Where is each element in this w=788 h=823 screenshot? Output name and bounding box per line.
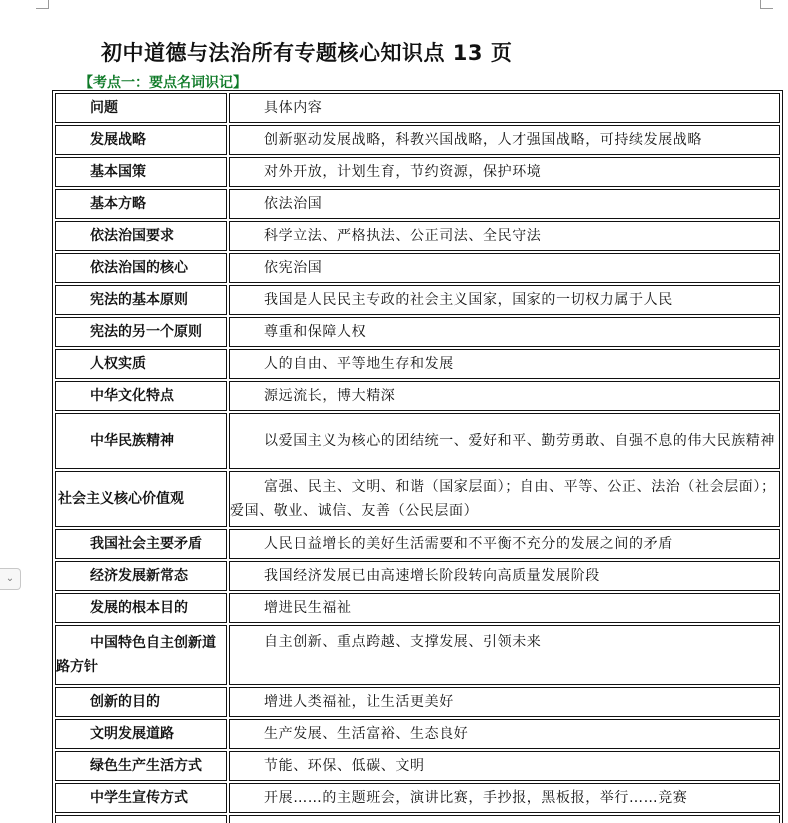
question-cell: 基本国策 [55,157,227,187]
table-row [55,593,780,623]
answer-cell: 增进民生福祉 [229,593,780,623]
question-cell: 基本方略 [55,189,227,219]
answer-cell: 对外开放，计划生育，节约资源，保护环境 [229,157,780,187]
question-cell: 中国特色自主创新道路方针 [55,625,227,685]
answer-cell: 科学立法、严格执法、公正司法、全民守法 [229,221,780,251]
table-row [55,125,780,155]
table-row [55,381,780,411]
answer-cell: 依法治国 [229,189,780,219]
table-row [55,317,780,347]
answer-cell: 我国是人民民主专政的社会主义国家，国家的一切权力属于人民 [229,285,780,315]
table-row [55,529,780,559]
table-header-answer: 具体内容 [229,93,780,123]
table-row [55,285,780,315]
question-cell: 文明发展道路 [55,719,227,749]
question-cell: 宪法的基本原则 [55,285,227,315]
answer-cell: 开展……的主题班会，演讲比赛，手抄报，黑板报，举行……竞赛 [229,783,780,813]
table-row [55,687,780,717]
answer-cell: 节能、环保、低碳、文明 [229,751,780,781]
table-row [55,157,780,187]
question-cell: 依法治国要求 [55,221,227,251]
question-cell: 发展的根本目的 [55,593,227,623]
answer-cell: 源远流长，博大精深 [229,381,780,411]
table-row [55,751,780,781]
answer-cell: 以爱国主义为核心的团结统一、爱好和平、勤劳勇敢、自强不息的伟大民族精神 [229,413,780,469]
knowledge-table-container [52,90,778,823]
question-cell-empty [55,815,227,823]
chevron-down-icon: ⌄ [5,573,15,584]
table-row [55,189,780,219]
table-row [55,783,780,813]
answer-cell: 依宪治国 [229,253,780,283]
question-cell: 经济发展新常态 [55,561,227,591]
answer-cell: 增进人类福祉，让生活更美好 [229,687,780,717]
answer-cell: 创新驱动发展战略，科教兴国战略，人才强国战略，可持续发展战略 [229,125,780,155]
table-row [55,471,780,527]
table-row [55,221,780,251]
answer-cell: 生产发展、生活富裕、生态良好 [229,719,780,749]
page-corner-mark-right [760,0,773,9]
question-cell: 中华民族精神 [55,413,227,469]
answer-cell: 人的自由、平等地生存和发展 [229,349,780,379]
knowledge-table [52,90,783,823]
question-cell: 创新的目的 [55,687,227,717]
question-cell: 社会主义核心价值观 [55,471,227,527]
table-row-partial [55,815,780,823]
answer-cell: 富强、民主、文明、和谐（国家层面）；自由、平等、公正、法治（社会层面）；爱国、敬业、诚信、友善（公民层面） [229,471,780,527]
question-cell: 我国社会主要矛盾 [55,529,227,559]
question-cell: 人权实质 [55,349,227,379]
answer-cell-empty [229,815,780,823]
question-cell: 宪法的另一个原则 [55,317,227,347]
section-heading: 【考点一：要点名词识记】 [79,75,247,91]
table-header-row [55,93,780,123]
table-row [55,349,780,379]
table-row [55,253,780,283]
question-cell: 发展战略 [55,125,227,155]
answer-cell: 自主创新、重点跨越、支撑发展、引领未来 [229,625,780,685]
page-corner-mark-left [36,0,49,9]
document-title: 初中道德与法治所有专题核心知识点 13 页 [101,41,513,65]
answer-cell: 我国经济发展已由高速增长阶段转向高质量发展阶段 [229,561,780,591]
table-row [55,561,780,591]
table-row [55,413,780,469]
answer-cell: 人民日益增长的美好生活需要和不平衡不充分的发展之间的矛盾 [229,529,780,559]
table-row [55,719,780,749]
side-dropdown-control[interactable] [0,568,21,590]
table-row [55,625,780,685]
question-cell: 绿色生产生活方式 [55,751,227,781]
question-cell: 中华文化特点 [55,381,227,411]
question-cell: 依法治国的核心 [55,253,227,283]
answer-cell: 尊重和保障人权 [229,317,780,347]
table-header-question: 问题 [55,93,227,123]
question-cell: 中学生宣传方式 [55,783,227,813]
